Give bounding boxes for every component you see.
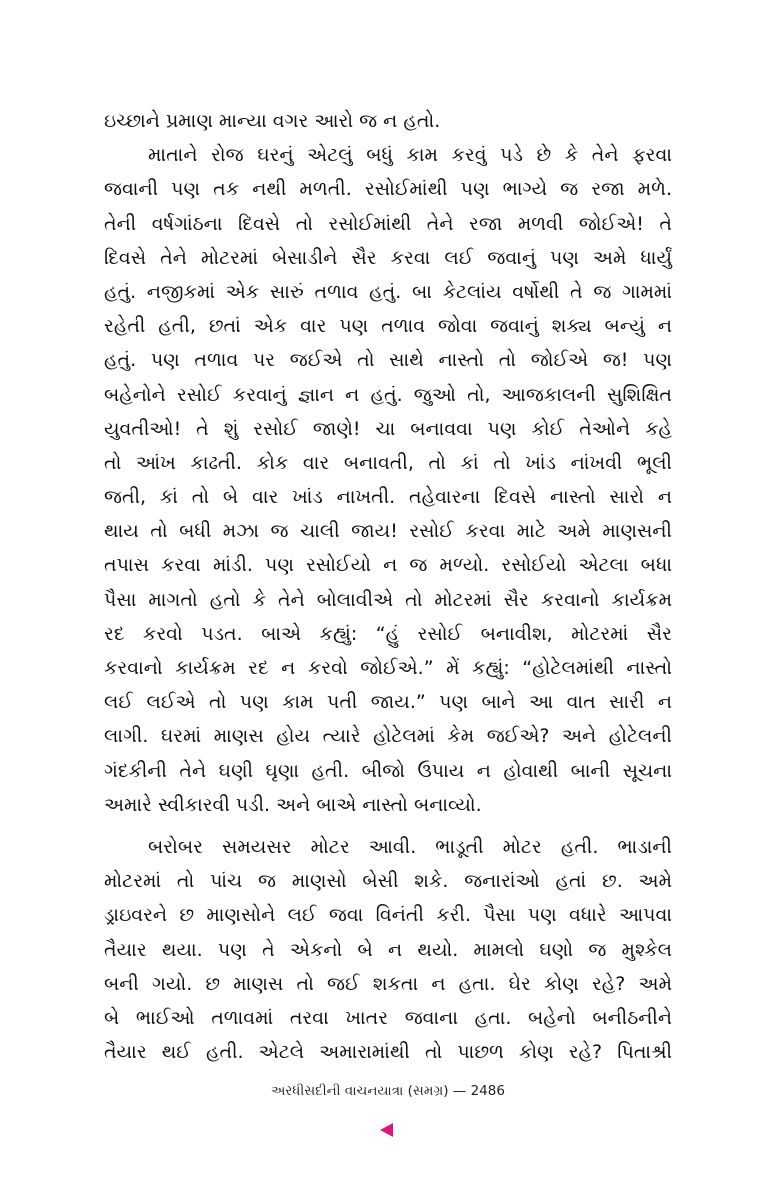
text-line: રહેતી હતી, છતાં એક વાર પણ તળાવ જોવા જવાનું શક્ય બન્યું ન [104,315,672,338]
text-line: તેની વર્ષગાંઠના દિવસે તો રસોઈમાંથી તેને રજા મળવી જોઈએ! તે [104,212,672,235]
previous-page-icon[interactable] [380,1123,393,1137]
text-line: મોટરમાં તો પાંચ જ માણસો બેસી શકે. જનારાંઓ હતાં છ. અમે [104,870,672,893]
text-line: અમારે સ્વીકારવી પડી. અને બાએ નાસ્તો બનાવ્યો. [104,793,482,816]
text-line: બહેનોને રસોઈ કરવાનું જ્ઞાન ન હતું. જુઓ તો, આજકાલની સુશિક્ષિત [104,383,672,406]
text-line: તો આંખ કાઢતી. કોક વાર બનાવતી, તો કાં તો ખાંડ નાંખવી ભૂલી [104,451,672,474]
text-line: જવાની પણ તક નથી મળતી. રસોઈમાંથી પણ ભાગ્યે જ રજા મળે. [104,178,672,201]
text-line: બની ગયો. છ માણસ તો જઈ શકતા ન હતા. ઘેર કોણ રહે? અમે [104,972,672,995]
text-line: માતાને રોજ ઘરનું એટલું બધું કામ કરવું પડે છે કે તેને ફરવા [148,144,672,167]
text-line: હતું. નજીકમાં એક સારું તળાવ હતું. બા કેટલાંય વર્ષોથી તે જ ગામમાં [104,280,672,303]
paragraph-spacer [104,822,672,830]
text-line: ગંદકીની તેને ઘણી ઘૃણા હતી. બીજો ઉપાય ન હોવાથી બાની સૂચના [104,759,672,782]
page-footer: અરધીસદીની વાચનયાત્રા (સમગ્ર) — 2486 [271,1083,505,1099]
paragraph-3 [104,830,672,1069]
text-line: રદ કરવો પડત. બાએ કહ્યું: “હું રસોઈ બનાવીશ, મોટરમાં સૈર [104,622,672,645]
text-line: થાય તો બધી મઝા જ ચાલી જાય! રસોઈ કરવા માટે અમે માણસની [104,520,672,543]
text-line: હતું. પણ તળાવ પર જઈએ તો સાથે નાસ્તો તો જોઈએ જ! પણ [104,349,672,372]
text-line: દિવસે તેને મોટરમાં બેસાડીને સૈર કરવા લઈ જવાનું પણ અમે ધાર્યું [104,246,672,269]
text-line: પૈસા માગતો હતો કે તેને બોલાવીએ તો મોટરમાં સૈર કરવાનો કાર્યક્રમ [104,588,672,611]
text-line: કરવાનો કાર્યક્રમ રદ ન કરવો જોઈએ.” મેં કહ્યું: “હોટેલમાંથી નાસ્તો [104,657,672,679]
text-line: લાગી. ઘરમાં માણસ હોય ત્યારે હોટેલમાં કેમ જઈએ? અને હોટેલની [104,725,672,748]
text-line: તૈયાર થયા. પણ તે એકનો બે ન થયો. મામલો ઘણો જ મુશ્કેલ [104,938,672,961]
text-line: જતી, કાં તો બે વાર ખાંડ નાખતી. તહેવારના દિવસે નાસ્તો સારો ન [104,486,672,509]
text-line: તપાસ કરવા માંડી. પણ રસોઈયો ન જ મળ્યો. રસોઈયો એટલા બધા [104,554,672,577]
text-line: ઇચ્છાને પ્રમાણ માન્યા વગર આરો જ ન હતો. [104,110,441,132]
text-line: તૈયાર થઈ હતી. એટલે અમારામાંથી તો પાછળ કોણ રહે? પિતાશ્રી [104,1041,672,1064]
text-line: યુવતીઓ! તે શું રસોઈ જાણે! ચા બનાવવા પણ કોઈ તેઓને કહે [104,417,672,440]
document-page [104,104,672,1069]
text-line: લઈ લઈએ તો પણ કામ પતી જાય.” પણ બાને આ વાત સારી ન [104,691,672,714]
text-line: બરોબર સમયસર મોટર આવી. ભાડૂતી મોટર હતી. ભાડાની [148,835,672,858]
paragraph-1 [104,104,672,138]
paragraph-2 [104,138,672,822]
text-line: ડ્રાઇવરને છ માણસોને લઈ જવા વિનંતી કરી. પૈસા પણ વધારે આપવા [104,904,672,927]
text-line: બે ભાઈઓ તળાવમાં તરવા ખાતર જવાના હતા. બહેનો બનીઠનીને [104,1006,672,1029]
